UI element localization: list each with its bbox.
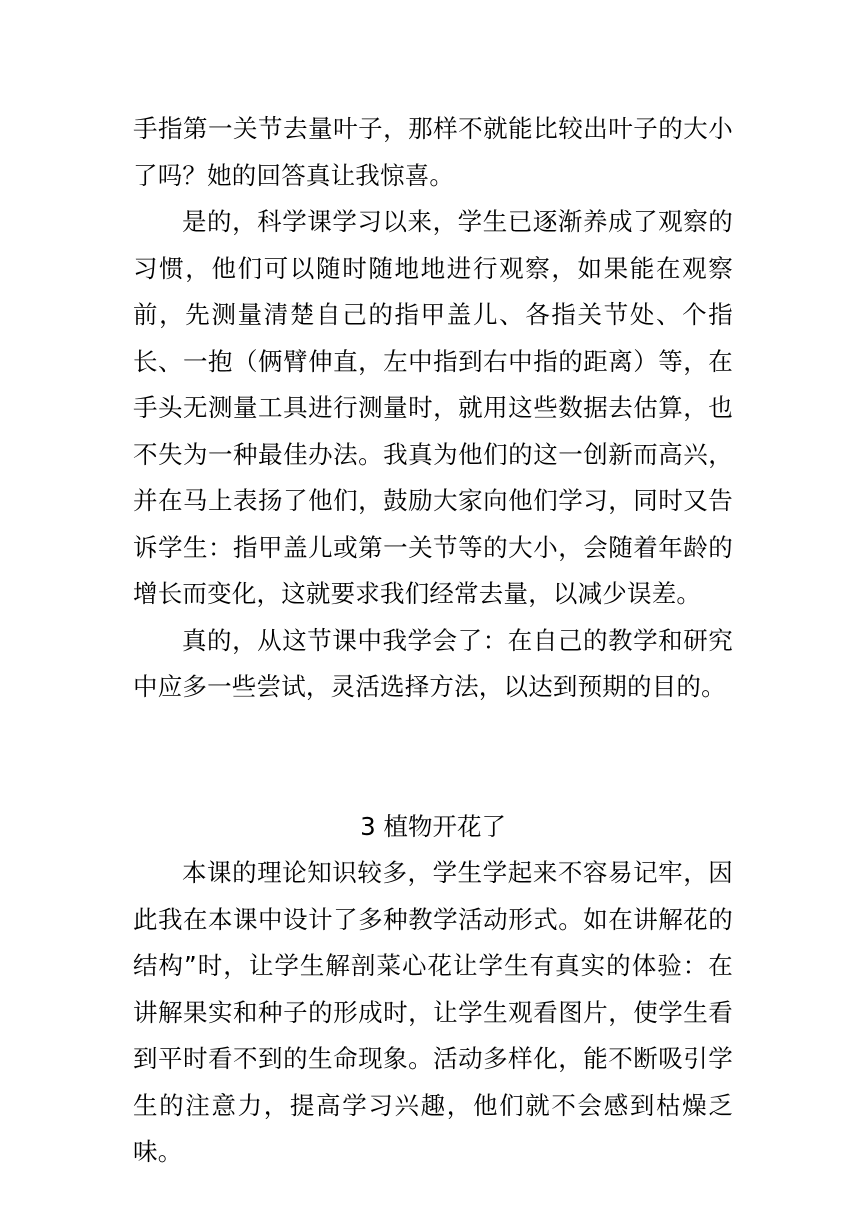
section-heading: 3 植物开花了	[360, 811, 506, 841]
paragraph-continuation: 手指第一关节去量叶子，那样不就能比较出叶子的大小了吗？她的回答真让我惊喜。	[133, 114, 733, 190]
document-body	[133, 106, 733, 1176]
section-spacer	[133, 711, 733, 804]
paragraph-teaching-activities: 本课的理论知识较多，学生学起来不容易记牢，因此我在本课中设计了多种教学活动形式。如在讲解花的结构”时，让学生解剖菜心花让学生有真实的体验：在讲解果实和种子的形成时，让学生观看图片，使学生看到平时看不到的生命现象。活动多样化，能不断吸引学生的注意力，提高学习兴趣，他们就不会感到枯燥乏味。	[133, 858, 733, 1166]
paragraph-lesson-learned: 真的，从这节课中我学会了：在自己的教学和研究中应多一些尝试，灵活选择方法，以达到预期的目的。	[133, 625, 733, 701]
paragraph-observation-habit: 是的，科学课学习以来，学生已逐渐养成了观察的习惯，他们可以随时随地地进行观察，如果能在观察前，先测量清楚自己的指甲盖儿、各指关节处、个指长、一抱（俩臂伸直，左中指到右中指的距离）等，在手头无测量工具进行测量时，就用这些数据去估算，也不失为一种最佳办法。我真为他们的这一创新而高兴，并在马上表扬了他们，鼓励大家向他们学习，同时又告诉学生：指甲盖儿或第一关节等的大小，会随着年龄的增长而变化，这就要求我们经常去量，以减少误差。	[133, 207, 733, 608]
